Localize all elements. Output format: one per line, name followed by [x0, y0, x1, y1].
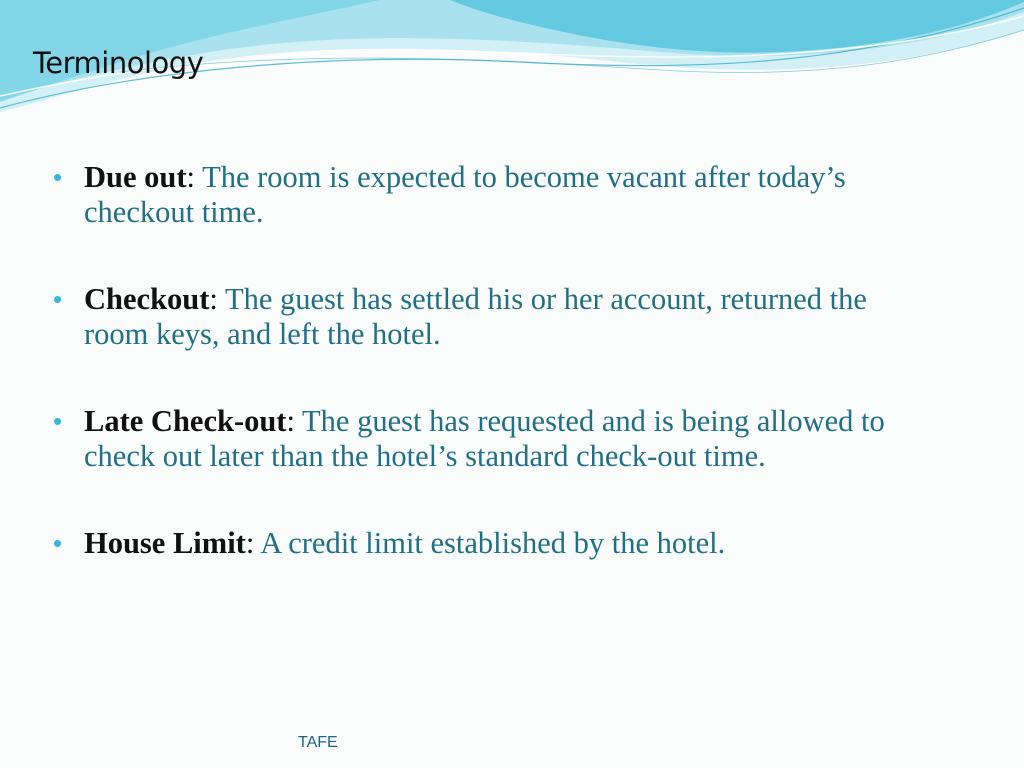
term: Late Check-out: [84, 404, 287, 438]
term-colon: :: [286, 404, 303, 438]
term: Due out: [84, 160, 187, 194]
bullet-icon: •: [53, 406, 63, 436]
term-colon: :: [186, 160, 203, 194]
list-item: [52, 282, 932, 352]
list-item: [52, 404, 932, 474]
list-item: [52, 160, 932, 230]
definition: A credit limit established by the hotel.: [260, 526, 726, 560]
definition: The guest has settled his or her account, returned the room keys, and left the hotel.: [84, 282, 867, 351]
term-colon: :: [209, 282, 225, 316]
term: Checkout: [84, 282, 210, 316]
list-item: [52, 526, 932, 561]
term-colon: :: [245, 526, 261, 560]
terminology-list: [52, 160, 932, 613]
definition: The room is expected to become vacant after today’s checkout time.: [84, 160, 846, 229]
term: House Limit: [84, 526, 246, 560]
footer-text: TAFE: [298, 734, 338, 751]
slide-title: Terminology: [33, 46, 204, 80]
bullet-icon: •: [53, 528, 63, 558]
bullet-icon: •: [53, 284, 63, 314]
definition: The guest has requested and is being allowed to check out later than the hotel’s standard check-out time.: [84, 404, 885, 473]
bullet-icon: •: [53, 162, 63, 192]
